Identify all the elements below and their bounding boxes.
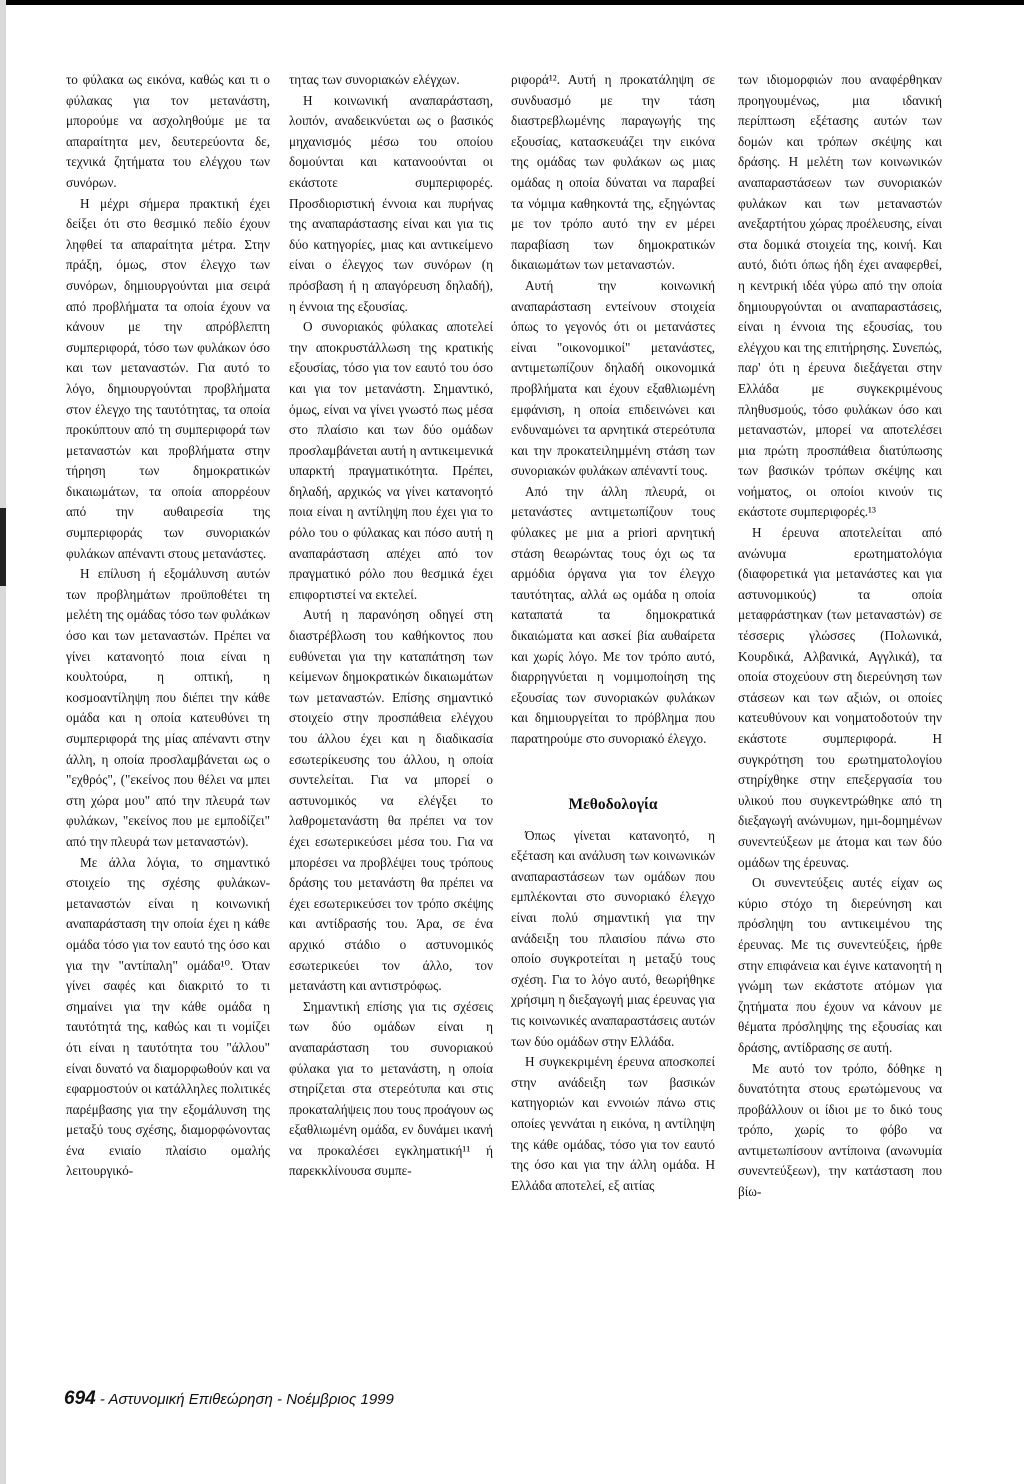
paragraph: το φύλακα ως εικόνα, καθώς και τι ο φύλακας για τον μετανάστη, μπορούμε να ασχοληθούμε με τα απαραίτητα μεν, δευτερεύοντα δε, τεχνικά ζητήματα του ελέγχου των συνόρων.: [66, 72, 270, 190]
scan-edge: [0, 0, 6, 1484]
paragraph: Αυτή την κοινωνική αναπαράσταση εντείνουν στοιχεία όπως το γεγονός ότι οι μετανάστες είναι "οικονομικοί" μετανάστες, αντιμετωπίζουν δηλαδή οικονομικά προβλήματα και έχουν εξαθλιωμένη εμφάνιση, η οποία επιδεινώνει και ενδυναμώνει τα αρνητικά στερεότυπα και την προκατειλημμένη στάση των συνοριακών φυλάκων απέναντί τους.: [511, 277, 715, 479]
paragraph: Οι συνεντεύξεις αυτές είχαν ως κύριο στόχο τη διερεύνηση και πρόσληψη του αντικειμένου της έρευνας. Με τις συνεντεύξεις, ήρθε στην επιφάνεια και έγινε κατανοητή η γνώμη των εκάστοτε ατόμων για ζητήματα που έχουν να κάνουν με θέματα πρόσληψης της εξουσίας και δράσης, αντίδρασης σε αυτή.: [738, 875, 942, 1055]
paragraph: τητας των συνοριακών ελέγχων.: [289, 72, 460, 87]
paragraph: Με άλλα λόγια, το σημαντικό στοιχείο της σχέσης φυλάκων-μεταναστών είναι η κοινωνική αναπαράσταση την οποία έχει η κάθε ομάδα τόσο για τον εαυτό της όσο και για την "αντίπαλη" ομάδα¹⁰. Όταν γίνει σαφές και διακριτό το τι σημαίνει για την κάθε ομάδα η ταυτότητά της, καθώς και τι νομίζει ότι είναι η ταυτότητα του "άλλου" είναι δυνατό να διαμορφωθούν και να εφαρμοστούν οι κατάλληλες πολιτικές παρέμβασης για την εξομάλυνση της μεταξύ τους σχέσης, διαμορφώνοντας ένα ενιαίο πλαίσιο ομαλής λειτουργικό-: [66, 854, 270, 1179]
section-heading: Μεθοδολογία: [568, 795, 658, 813]
paragraph: Ο συνοριακός φύλακας αποτελεί την αποκρυστάλλωση της κρατικής εξουσίας, τόσο για τον εαυτό του όσο και για τον μετανάστη. Σημαντικό, όμως, είναι να γίνει γνωστό πως μέσα στο πλαίσιο και των δύο ομάδων προσλαμβάνεται αυτή η αντικειμενικά υπαρκτή πραγματικότητα. Πρέπει, δηλαδή, αρχικώς να γίνει κατανοητό ποια είναι η αντίληψη που έχει για το ρόλο του ο φύλακας και πόσο αυτή η αναπαράσταση απέχει από τον πραγματικό ρόλο που θεσμικά έχει επιφορτιστεί να εκτελεί.: [289, 319, 493, 602]
page-footer: [64, 1388, 394, 1410]
paragraph: Η κοινωνική αναπαράσταση, λοιπόν, αναδεικνύεται ως ο βασικός μηχανισμός μέσω του οποίου δομούνται και κατανοούνται οι εκάστοτε συμπεριφορές. Προσδιοριστική έννοια και πυρήνας της αναπαράστασης είναι και για τις δύο κατηγορίες, μιας και αντικείμενο είναι ο έλεγχος των συνόρων (η πρόσβαση ή η απαγόρευση δηλαδή), η έννοια της εξουσίας.: [289, 92, 493, 314]
page-number: 694: [64, 1388, 96, 1409]
text-column-2: [289, 70, 493, 1390]
paragraph: ριφορά¹². Αυτή η προκατάληψη σε συνδυασμό με την τάση διαστρεβλωμένης παραγωγής της εξουσίας, κατασκευάζει την εικόνα της ομάδας των φυλάκων ως μιας ομάδας η οποία δύναται να παραβεί τα νόμιμα καθηκοντά της, εξηγώντας με τον τρόπο αυτό την εν μέρει παραβίαση των δημοκρατικών δικαιωμάτων των μεταναστών.: [511, 72, 715, 273]
paragraph: Με αυτό τον τρόπο, δόθηκε η δυνατότητα στους ερωτώμενους να προβάλλουν οι ίδιοι με το δικό τους τρόπο, χωρίς το φόβο να αντιμετωπίσουν αντίποινα (ανωνυμία συνεντεύξεων), την κατάσταση που βίω-: [738, 1060, 942, 1200]
paragraph: Η έρευνα αποτελείται από ανώνυμα ερωτηματολόγια (διαφορετικά για μετανάστες και για αστυνομικούς) τα οποία μεταφράστηκαν (των μεταναστών) σε τέσσερις γλώσσες (Πολωνικά, Κουρδικά, Αλβανικά, Αγγλικά), τα οποία στοχεύουν στη διερεύνηση των στάσεων και των αξιών, οι οποίες κατευθύνουν και νοηματοδοτούν την εκάστοτε συμπεριφορά. Η συγκρότηση του ερωτηματολογίου στηρίχθηκε στην επεξεργασία του υλικού που συγκεντρώθηκε από τη διεξαγωγή ανώνυμων, ημι-δομημένων συνεντεύξεων με άτομα και των δύο ομάδων της έρευνας.: [738, 525, 942, 870]
text-column-1: [66, 70, 270, 1390]
top-border: [0, 0, 1024, 5]
paragraph: Σημαντική επίσης για τις σχέσεις των δύο ομάδων είναι η αναπαράσταση του συνοριακού φύλακα για το μετανάστη, η οποία στηρίζεται στα στερεότυπα και στις προκαταλήψεις που τους προάγουν ως εξαθλιωμένη ομάδα, εν δυνάμει ικανή να προκαλέσει εγκληματική¹¹ ή παρεκκλίνουσα συμπε-: [289, 998, 493, 1179]
text-column-3: [511, 70, 715, 1390]
paragraph: Αυτή η παρανόηση οδηγεί στη διαστρέβλωση του καθήκοντος που ευθύνεται για την καταπάτηση των κείμενων δημοκρατικών δικαιωμάτων των μεταναστών. Επίσης σημαντικό στοιχείο στην προσπάθεια ελέγχου του άλλου έχει και η διαδικασία εσωτερίκευσης του άλλου, η οποία συντελείται. Για να μπορεί ο αστυνομικός να ελέγξει το λαθρομετανάστη θα πρέπει να τον έχει εσωτερικεύσει μέσα του. Για να μπορέσει να προβλέψει τους τρόπους δράσης του μετανάστη θα πρέπει να έχει εσωτερικεύσει τον τρόπο σκέψης και αντίδρασής του. Άρα, σε ένα αρχικό στάδιο ο αστυνομικός εσωτερικεύει τον άλλο, τον μετανάστη και αντιστρόφως.: [289, 607, 493, 994]
paragraph: Η μέχρι σήμερα πρακτική έχει δείξει ότι στο θεσμικό πεδίο έχουν ληφθεί τα απαραίτητα μέτρα. Στην πράξη, όμως, στον έλεγχο των συνόρων, δημιουργούνται μια σειρά από προβλήματα τα οποία έχουν να κάνουν με την απρόβλεπτη συμπεριφορά, τόσο των φυλάκων όσο και των μεταναστών. Για αυτό το λόγο, δημιουργούνται προβλήματα στον έλεγχο της ταυτότητας, τα οποία προκύπτουν από τη συμπεριφορά των μεταναστών και προβλήματα στην τήρηση των δημοκρατικών δικαιωμάτων, τα οποία απορρέουν από την αυθαιρεσία της συμπεριφοράς των συνοριακών φυλάκων απέναντι στους μετανάστες.: [66, 195, 270, 561]
paragraph: των ιδιομορφιών που αναφέρθηκαν προηγουμένως, μια ιδανική περίπτωση εξέτασης αυτών των δομών και τρόπων σκέψης και δράσης. Η μελέτη των κοινωνικών αναπαραστάσεων των συνοριακών φυλάκων και των μεταναστών ανεξαρτήτου χώρας προέλευσης, είναι στα δομικά στοιχεία της, κοινή. Και αυτό, διότι όπως ήδη έχει αναφερθεί, η κεντρική ιδέα γύρω από την οποία δημιουργούνται οι αναπαραστάσεις, είναι η έννοια της εξουσίας, του ελέγχου και της επιτήρησης. Συνεπώς, παρ' ότι η έρευνα διεξάγεται στην Ελλάδα με συγκεκριμένους πληθυσμούς, τόσο φυλάκων όσο και μεταναστών, μπορεί να αποτελέσει μια πρώτη προσπάθεια διατύπωσης των βασικών τρόπων σκέψης και νοήματος, οι οποίοι κινούν τις εκάστοτε συμπεριφορές.¹³: [738, 72, 942, 520]
text-column-4: [738, 70, 942, 1390]
journal-name: - Αστυνομική Επιθεώρηση - Νοέμβριος 1999: [99, 1391, 394, 1408]
paragraph: Η επίλυση ή εξομάλυνση αυτών των προβλημάτων προϋποθέτει τη μελέτη της ομάδας τόσο των φυλάκων όσο και των μεταναστών. Πρέπει να γίνει κατανοητό ποια είναι η κουλτούρα, η οπτική, η κοσμοαντίληψη που διέπει την κάθε ομάδα και η οποία κατευθύνει τη συμπεριφορά της μίας απέναντι στην άλλη, η οποία προσλαμβάνεται ως ο "εχθρός", ("εκείνος που θέλει να μπει στη χώρα μου" από την πλευρά των φυλάκων, "εκείνος που με εμποδίζει" από την πλευρά των μεταναστών).: [66, 566, 270, 849]
paragraph: Η συγκεκριμένη έρευνα αποσκοπεί στην ανάδειξη των βασικών κατηγοριών και εννοιών πάνω στις οποίες γεννάται η εικόνα, η αντίληψη της κάθε ομάδας, τόσο για τον εαυτό της όσο και για την άλλη ομάδα. Η Ελλάδα αποτελεί, εξ αιτίας: [511, 1054, 715, 1193]
scan-mark: [0, 508, 6, 586]
paragraph: Όπως γίνεται κατανοητό, η εξέταση και ανάλυση των κοινωνικών αναπαραστάσεων των ομάδων που εμπλέκονται στο συνοριακό έλεγχο είναι πολύ σημαντική για την ανάδειξη του πλαισίου πάνω στο οποίο συγκροτείται η μεταξύ τους σχέση. Για το λόγο αυτό, θεωρήθηκε χρήσιμη η διεξαγωγή μιας έρευνας για τις κοινωνικές αναπαραστάσεις αυτών των δύο ομάδων στην Ελλάδα.: [511, 827, 715, 1049]
paragraph: Από την άλλη πλευρά, οι μετανάστες αντιμετωπίζουν τους φύλακες με μια a priori αρνητική στάση θεωρώντας τους όχι ως τα αρμόδια όργανα για τον έλεγχο ταυτότητας, αλλά ως ομάδα η οποία καταπατά τα δημοκρατικά δικαιώματα και ασκεί βία αυθαίρετα και χωρίς λόγο. Με τον τρόπο αυτό, διαρρηγνύεται η νομιμοποίηση της εξουσίας των συνοριακών φυλάκων και δημιουργείται το πρόβλημα που παρατηρούμε στο συνοριακό έλεγχο.: [511, 483, 715, 746]
